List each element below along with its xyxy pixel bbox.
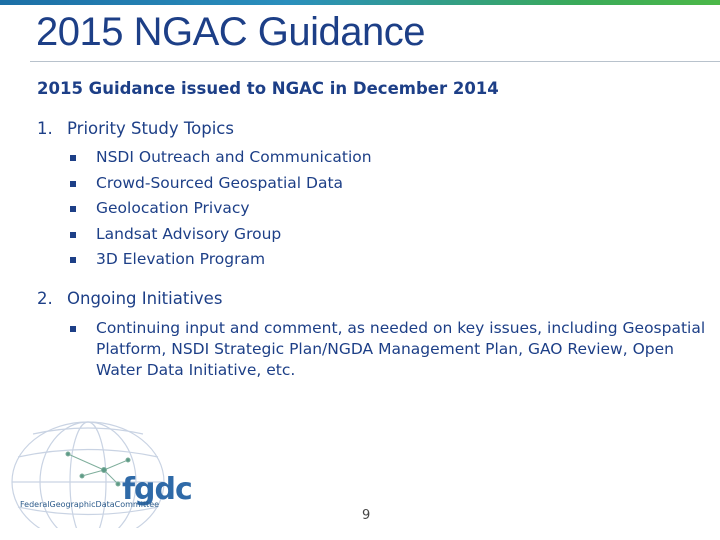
- list-item-text: Crowd-Sourced Geospatial Data: [96, 173, 344, 192]
- logo-full-name: FederalGeographicDataCommittee: [20, 500, 160, 509]
- slide-title: 2015 NGAC Guidance: [36, 10, 426, 54]
- list-item-text: 3D Elevation Program: [96, 250, 266, 269]
- square-bullet-icon: [70, 232, 76, 238]
- slide-subtitle: 2015 Guidance issued to NGAC in December 2014: [37, 79, 499, 98]
- square-bullet-icon: [70, 155, 76, 161]
- section-heading-priority: [37, 119, 234, 138]
- section-heading-ongoing: [37, 289, 222, 308]
- list-item: [70, 145, 372, 171]
- section-number: 1.: [37, 119, 53, 138]
- list-item: [70, 222, 372, 248]
- square-bullet-icon: [70, 326, 76, 332]
- square-bullet-icon: [70, 206, 76, 212]
- header-accent-bar: [0, 0, 720, 5]
- list-item: [70, 247, 372, 273]
- ongoing-initiatives-item: [70, 318, 716, 381]
- section-heading-text: Ongoing Initiatives: [67, 289, 223, 308]
- fgdc-logo: [8, 412, 208, 532]
- list-item-text: Geolocation Privacy: [96, 199, 250, 218]
- list-item-text: Landsat Advisory Group: [96, 224, 282, 243]
- title-divider: [30, 61, 720, 62]
- section-heading-text: Priority Study Topics: [67, 119, 234, 138]
- section-number: 2.: [37, 289, 53, 308]
- list-item-text: NSDI Outreach and Communication: [96, 148, 372, 166]
- priority-topics-list: [70, 145, 372, 273]
- globe-grid-icon: [8, 412, 208, 528]
- list-item: [70, 196, 372, 222]
- square-bullet-icon: [70, 257, 76, 263]
- square-bullet-icon: [70, 181, 76, 187]
- logo-acronym: fgdc: [122, 472, 192, 507]
- list-item: [70, 171, 372, 197]
- list-item-text: Continuing input and comment, as needed on key issues, including Geospatial Platform, NSDI Strategic Plan/NGDA Management Plan, GAO Review, Open Water Data Initiative, etc.: [96, 319, 706, 379]
- page-number: 9: [362, 508, 371, 523]
